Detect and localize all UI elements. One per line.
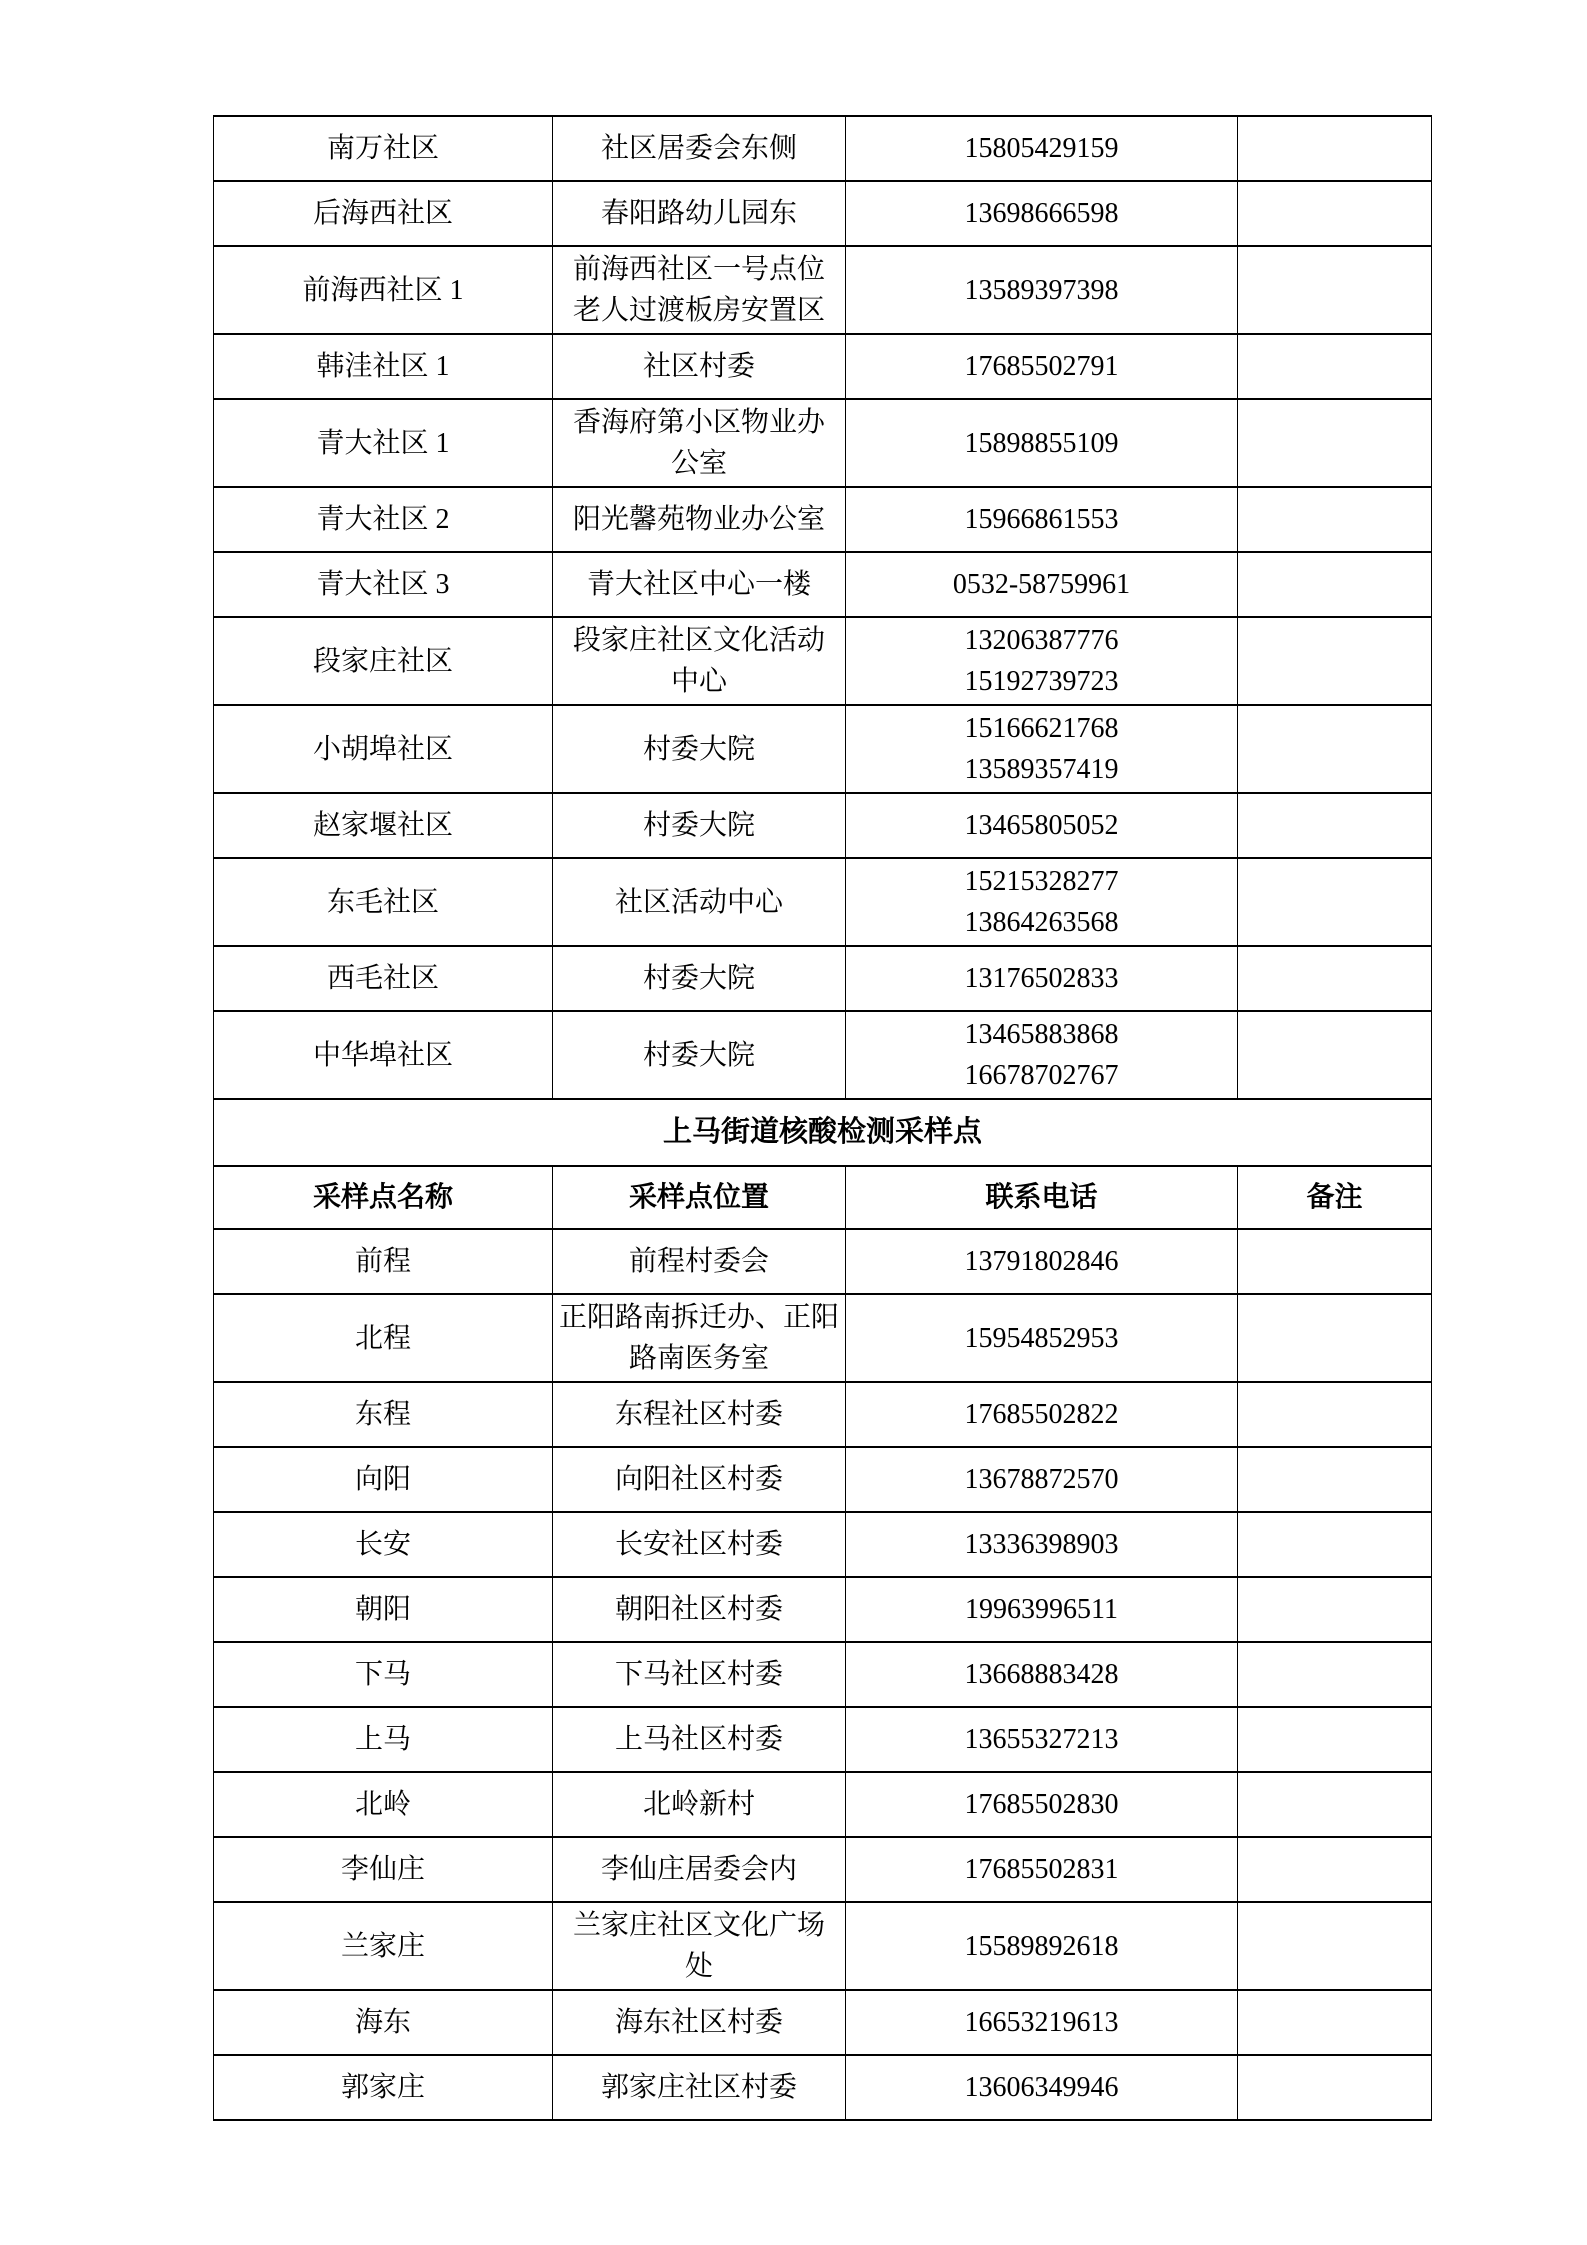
cell-site-location [553,1294,846,1382]
cell-phone [846,2055,1238,2120]
cell-site-name: 南万社区 [214,116,553,181]
cell-line: 北岭新村 [642,1789,755,1820]
cell-line: 李仙庄居委会内 [600,1854,797,1885]
cell-remark [1238,1229,1432,1294]
cell-site-name: 前海西社区 1 [214,246,553,334]
cell-line: 0532-58759961 [952,569,1131,600]
cell-phone [846,1512,1238,1577]
cell-line: 海东社区村委 [614,2007,783,2038]
cell-site-location [553,1229,846,1294]
cell-line: 13206387776 [964,625,1119,656]
cell-site-location [553,116,846,181]
cell-phone [846,399,1238,487]
cell-line: 中心 [670,666,727,697]
column-header: 采样点位置 [553,1166,846,1229]
cell-site-name: 赵家堰社区 [214,793,553,858]
column-header: 备注 [1238,1166,1432,1229]
cell-line: 向阳社区村委 [614,1464,783,1495]
cell-phone [846,1011,1238,1099]
cell-line: 15954852953 [964,1322,1119,1354]
cell-line: 朝阳社区村委 [614,1594,783,1625]
cell-site-location [553,793,846,858]
table-row [214,1011,1432,1099]
cell-site-name: 段家庄社区 [214,617,553,705]
cell-line: 13791802846 [964,1246,1119,1277]
table-row [214,2055,1432,2120]
cell-line: 正阳路南拆迁办、正阳 [558,1302,839,1333]
section-title: 上马街道核酸检测采样点 [214,1099,1432,1166]
cell-remark [1238,334,1432,399]
cell-line: 13176502833 [964,963,1119,994]
table-row [214,1707,1432,1772]
cell-site-location [553,246,846,334]
cell-remark [1238,617,1432,705]
table-row [214,1837,1432,1902]
cell-remark [1238,487,1432,552]
cell-phone [846,1837,1238,1902]
table-row [214,1512,1432,1577]
table-row [214,1990,1432,2055]
cell-remark [1238,1294,1432,1382]
cell-site-location [553,705,846,793]
cell-line: 前海西社区一号点位 [572,254,825,285]
cell-remark [1238,2055,1432,2120]
cell-site-location [553,858,846,946]
cell-site-location [553,487,846,552]
cell-site-name: 北程 [214,1294,553,1382]
cell-line: 15166621768 [964,713,1119,744]
cell-site-name: 北岭 [214,1772,553,1837]
cell-line: 老人过渡板房安置区 [572,295,825,326]
table-row [214,1229,1432,1294]
cell-remark [1238,1990,1432,2055]
cell-line: 兰家庄社区文化广场 [572,1910,825,1941]
cell-phone [846,705,1238,793]
cell-line: 社区居委会东侧 [600,133,797,164]
cell-remark [1238,1902,1432,1990]
cell-site-name: 向阳 [214,1447,553,1512]
cell-phone [846,181,1238,246]
cell-line: 前程村委会 [628,1246,769,1277]
cell-site-name: 郭家庄 [214,2055,553,2120]
cell-phone [846,1447,1238,1512]
cell-line: 村委大院 [642,733,755,765]
table-row [214,1577,1432,1642]
cell-site-location [553,617,846,705]
cell-phone [846,1990,1238,2055]
cell-line: 下马社区村委 [614,1659,783,1690]
cell-phone [846,1294,1238,1382]
cell-site-location [553,1902,846,1990]
cell-line: 19963996511 [965,1594,1118,1625]
cell-site-location [553,334,846,399]
table-row [214,116,1432,181]
cell-line: 13864263568 [964,907,1119,938]
cell-site-name: 西毛社区 [214,946,553,1011]
cell-site-location [553,1642,846,1707]
cell-line: 17685502831 [964,1854,1119,1885]
cell-site-location [553,946,846,1011]
cell-remark [1238,1642,1432,1707]
table-row [214,334,1432,399]
table-row [214,246,1432,334]
cell-remark [1238,246,1432,334]
cell-phone [846,946,1238,1011]
cell-line: 15898855109 [964,427,1119,459]
cell-site-name: 长安 [214,1512,553,1577]
cell-line: 13698666598 [964,198,1119,229]
table-row [214,1294,1432,1382]
cell-site-location [553,1772,846,1837]
cell-phone [846,1577,1238,1642]
cell-line: 13589397398 [964,274,1119,306]
table-body [214,116,1432,2120]
cell-line: 13465805052 [964,810,1119,841]
cell-line: 段家庄社区文化活动 [572,625,825,656]
cell-site-location [553,552,846,617]
cell-site-name: 海东 [214,1990,553,2055]
cell-remark [1238,181,1432,246]
cell-site-name: 前程 [214,1229,553,1294]
cell-phone [846,1642,1238,1707]
cell-phone [846,246,1238,334]
cell-line: 15589892618 [964,1930,1119,1962]
table-row [214,946,1432,1011]
cell-remark [1238,1382,1432,1447]
table-row [214,1772,1432,1837]
cell-remark [1238,1512,1432,1577]
cell-phone [846,1707,1238,1772]
cell-phone [846,1772,1238,1837]
table-row [214,1447,1432,1512]
cell-line: 15192739723 [964,666,1119,697]
cell-site-location [553,1577,846,1642]
column-header: 联系电话 [846,1166,1238,1229]
cell-site-location [553,1990,846,2055]
cell-remark [1238,946,1432,1011]
cell-line: 17685502791 [964,351,1119,382]
cell-site-name: 韩洼社区 1 [214,334,553,399]
sampling-points-table [213,115,1432,2121]
cell-site-name: 李仙庄 [214,1837,553,1902]
cell-phone [846,858,1238,946]
cell-line: 社区村委 [642,351,755,382]
cell-site-name: 青大社区 1 [214,399,553,487]
cell-line: 东程社区村委 [614,1399,783,1430]
cell-line: 青大社区中心一楼 [586,569,811,600]
cell-line: 13655327213 [964,1724,1119,1755]
cell-phone [846,1229,1238,1294]
cell-site-name: 青大社区 2 [214,487,553,552]
cell-phone [846,552,1238,617]
cell-line: 村委大院 [642,963,755,994]
cell-line: 13589357419 [964,754,1119,785]
cell-remark [1238,1772,1432,1837]
cell-site-name: 下马 [214,1642,553,1707]
column-header: 采样点名称 [214,1166,553,1229]
cell-remark [1238,858,1432,946]
table-row [214,487,1432,552]
cell-line: 13678872570 [964,1464,1119,1495]
cell-line: 阳光馨苑物业办公室 [572,504,825,535]
cell-site-name: 兰家庄 [214,1902,553,1990]
table-row [214,1902,1432,1990]
cell-line: 香海府第小区物业办 [572,407,825,438]
cell-line: 村委大院 [642,810,755,841]
cell-site-location [553,1512,846,1577]
cell-line: 社区活动中心 [614,886,783,918]
cell-site-location [553,399,846,487]
cell-phone [846,617,1238,705]
cell-remark [1238,705,1432,793]
cell-site-name: 东毛社区 [214,858,553,946]
table-row [214,1382,1432,1447]
cell-site-name: 上马 [214,1707,553,1772]
cell-remark [1238,1707,1432,1772]
cell-line: 长安社区村委 [614,1529,783,1560]
cell-site-name: 朝阳 [214,1577,553,1642]
cell-line: 16653219613 [964,2007,1119,2038]
cell-site-location [553,1011,846,1099]
cell-site-location [553,1447,846,1512]
cell-phone [846,793,1238,858]
cell-remark [1238,399,1432,487]
table-row [214,617,1432,705]
cell-line: 17685502822 [964,1399,1119,1430]
cell-site-location [553,181,846,246]
cell-line: 15966861553 [964,504,1119,535]
cell-line: 公室 [670,448,727,479]
column-header-row [214,1166,1432,1229]
cell-line: 处 [684,1951,713,1982]
cell-line: 16678702767 [964,1060,1119,1091]
cell-site-location [553,2055,846,2120]
cell-line: 13668883428 [964,1659,1119,1690]
cell-site-name: 东程 [214,1382,553,1447]
table-row [214,858,1432,946]
cell-line: 17685502830 [964,1789,1119,1820]
cell-remark [1238,1577,1432,1642]
cell-line: 13336398903 [964,1529,1119,1560]
cell-phone [846,334,1238,399]
cell-line: 13606349946 [964,2072,1119,2103]
table-row [214,705,1432,793]
cell-line: 15215328277 [964,866,1119,897]
cell-line: 15805429159 [964,133,1119,164]
table-row [214,399,1432,487]
cell-remark [1238,116,1432,181]
table-row [214,793,1432,858]
cell-site-location [553,1837,846,1902]
section-header-row [214,1099,1432,1166]
cell-line: 春阳路幼儿园东 [600,198,797,229]
cell-site-location [553,1707,846,1772]
cell-remark [1238,793,1432,858]
cell-phone [846,116,1238,181]
cell-line: 13465883868 [964,1019,1119,1050]
cell-site-name: 青大社区 3 [214,552,553,617]
cell-remark [1238,1011,1432,1099]
cell-line: 村委大院 [642,1039,755,1071]
cell-remark [1238,1447,1432,1512]
table-row [214,181,1432,246]
cell-site-location [553,1382,846,1447]
cell-line: 郭家庄社区村委 [600,2072,797,2103]
cell-phone [846,1382,1238,1447]
cell-site-name: 小胡埠社区 [214,705,553,793]
cell-phone [846,1902,1238,1990]
cell-site-name: 中华埠社区 [214,1011,553,1099]
cell-remark [1238,552,1432,617]
table-row [214,1642,1432,1707]
cell-site-name: 后海西社区 [214,181,553,246]
cell-phone [846,487,1238,552]
table-row [214,552,1432,617]
cell-remark [1238,1837,1432,1902]
cell-line: 路南医务室 [628,1343,769,1374]
cell-line: 上马社区村委 [614,1724,783,1755]
